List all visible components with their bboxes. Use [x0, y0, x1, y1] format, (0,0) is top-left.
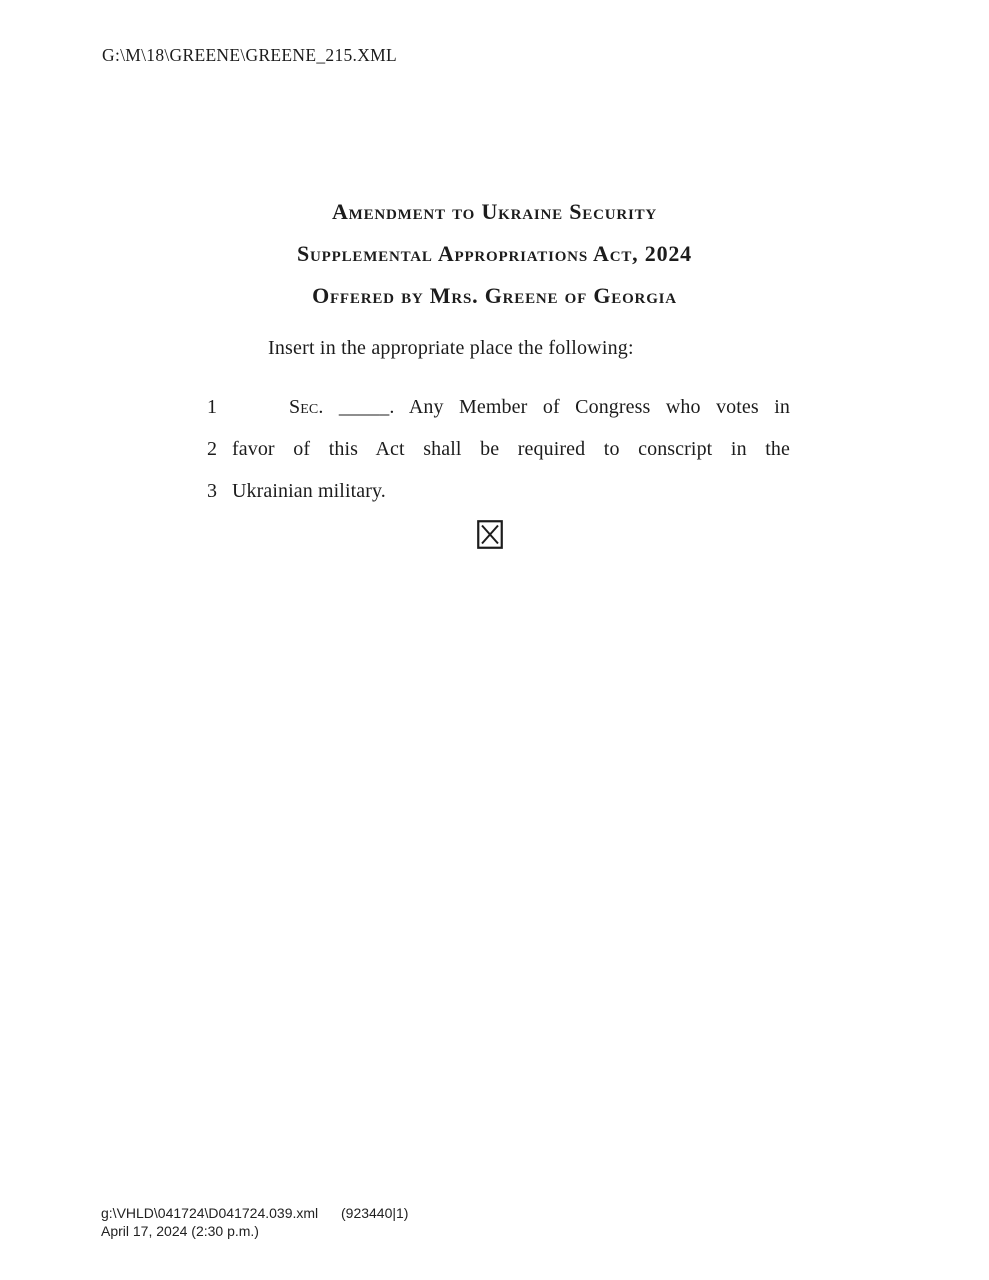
footer-document-code: (923440|1): [341, 1205, 409, 1221]
body-line-text: [232, 386, 790, 428]
section-label: Sec.: [289, 396, 324, 418]
insert-instruction-line: Insert in the appropriate place the following:: [268, 337, 634, 359]
amendment-body-text: [207, 386, 807, 512]
body-line-3: [207, 470, 807, 512]
body-line-1: [207, 386, 807, 428]
document-file-path-header: G:\M\18\GREENE\GREENE_215.XML: [102, 45, 398, 65]
title-line-3: Offered by Mrs. Greene of Georgia: [312, 283, 677, 308]
amendment-title-block: [0, 191, 989, 317]
title-line-2: Supplemental Appropriations Act, 2024: [297, 241, 692, 266]
end-of-amendment-icon: [477, 520, 503, 549]
body-line-2: [207, 428, 807, 470]
body-line-text: favor of this Act shall be required to conscript in the: [232, 438, 790, 460]
line-number: 3: [207, 480, 217, 502]
body-line-text: Ukrainian military.: [232, 480, 386, 502]
title-line-1: Amendment to Ukraine Security: [331, 199, 658, 224]
line-number: 1: [207, 396, 217, 418]
footer-date-time: April 17, 2024 (2:30 p.m.): [101, 1223, 259, 1239]
line-number: 2: [207, 438, 217, 460]
footer-file-path: g:\VHLD\041724\D041724.039.xml: [101, 1205, 319, 1221]
body-line-text-rest: _____. Any Member of Congress who votes in: [323, 396, 790, 418]
